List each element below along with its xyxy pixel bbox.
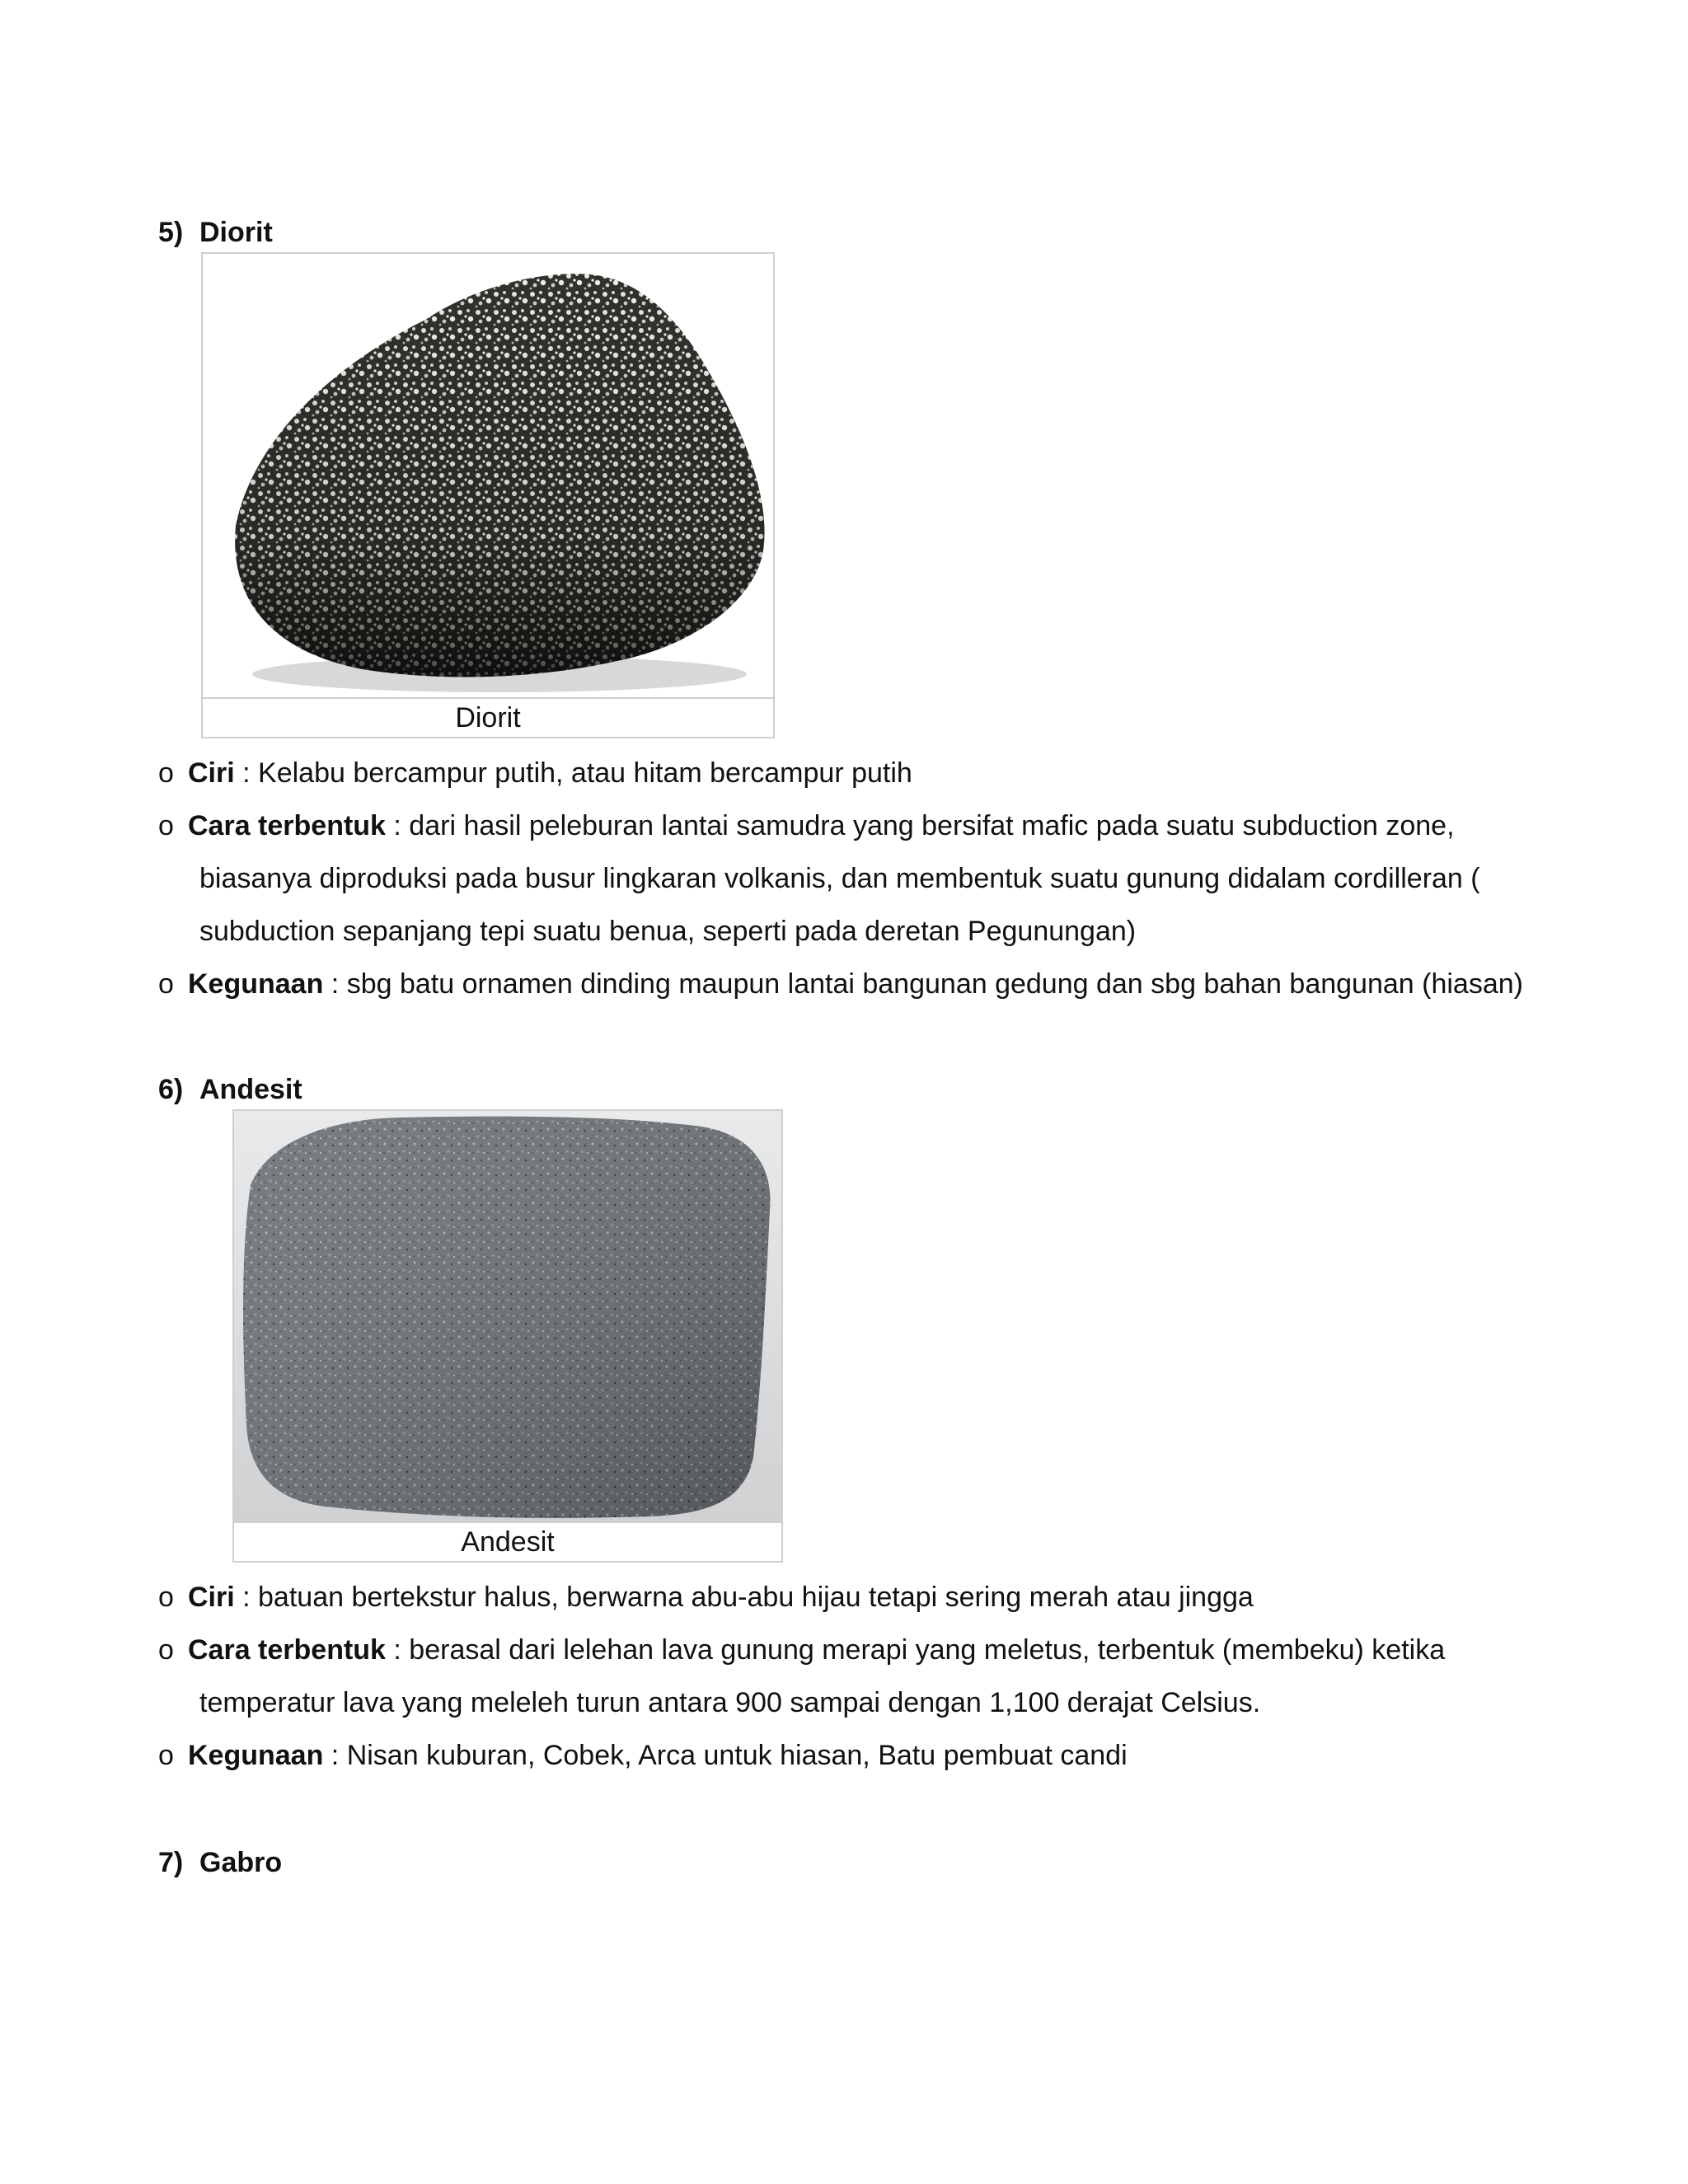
section-title: Diorit [199,217,273,248]
bullet-mark: o [158,757,174,789]
bullet-kegunaan-diorit [158,958,1564,1010]
section-number: 5) [158,217,184,248]
bullet-label: Ciri [188,757,235,789]
bullet-label: Ciri [188,1582,235,1613]
bullet-text: : batuan bertekstur halus, berwarna abu-abu hijau tetapi sering merah atau jingga [234,1582,1254,1613]
bullet-continuation: biasanya diproduksi pada busur lingkaran volkanis, dan membentuk suatu gunung didalam cordilleran ( [199,863,1480,894]
bullet-text: : berasal dari lelehan lava gunung merapi yang meletus, terbentuk (membeku) ketika [385,1634,1446,1666]
figure-caption: Andesit [234,1521,781,1561]
bullet-mark: o [158,1582,174,1613]
bullet-text: : Kelabu bercampur putih, atau hitam bercampur putih [234,757,912,789]
bullet-kegunaan-andesit [158,1729,1564,1782]
figure-caption: Diorit [203,697,773,737]
bullet-continuation: temperatur lava yang meleleh turun antara 900 sampai dengan 1,100 derajat Celsius. [199,1687,1261,1718]
bullet-text: : dari hasil peleburan lantai samudra yang bersifat mafic pada suatu subduction zone, [385,810,1455,841]
bullet-label: Cara terbentuk [188,1634,386,1666]
section-heading-gabro [158,1846,282,1879]
bullet-ciri-diorit [158,747,1564,799]
bullet-cara-diorit [158,799,1564,852]
bullet-cara-andesit [158,1624,1564,1676]
bullet-label: Cara terbentuk [188,810,386,841]
diorit-rock-image [203,254,773,699]
section-number: 7) [158,1847,184,1878]
bullet-mark: o [158,968,174,1000]
section-heading-diorit [158,216,273,249]
figure-diorit [201,252,775,738]
bullet-text: : Nisan kuburan, Cobek, Arca untuk hiasan, Batu pembuat candi [323,1740,1128,1771]
section-title: Gabro [199,1847,283,1878]
section-title: Andesit [199,1074,302,1105]
bullet-text: : sbg batu ornamen dinding maupun lantai bangunan gedung dan sbg bahan bangunan (hiasan) [323,968,1523,1000]
bullet-continuation: subduction sepanjang tepi suatu benua, seperti pada deretan Pegunungan) [199,916,1137,947]
andesit-rock-image [234,1111,781,1523]
section-heading-andesit [158,1073,302,1106]
section-number: 6) [158,1074,184,1105]
figure-andesit [232,1109,783,1563]
bullet-mark: o [158,1634,174,1666]
bullet-label: Kegunaan [188,1740,324,1771]
bullet-ciri-andesit [158,1571,1564,1624]
bullet-label: Kegunaan [188,968,324,1000]
bullet-mark: o [158,1740,174,1771]
bullet-mark: o [158,810,174,841]
